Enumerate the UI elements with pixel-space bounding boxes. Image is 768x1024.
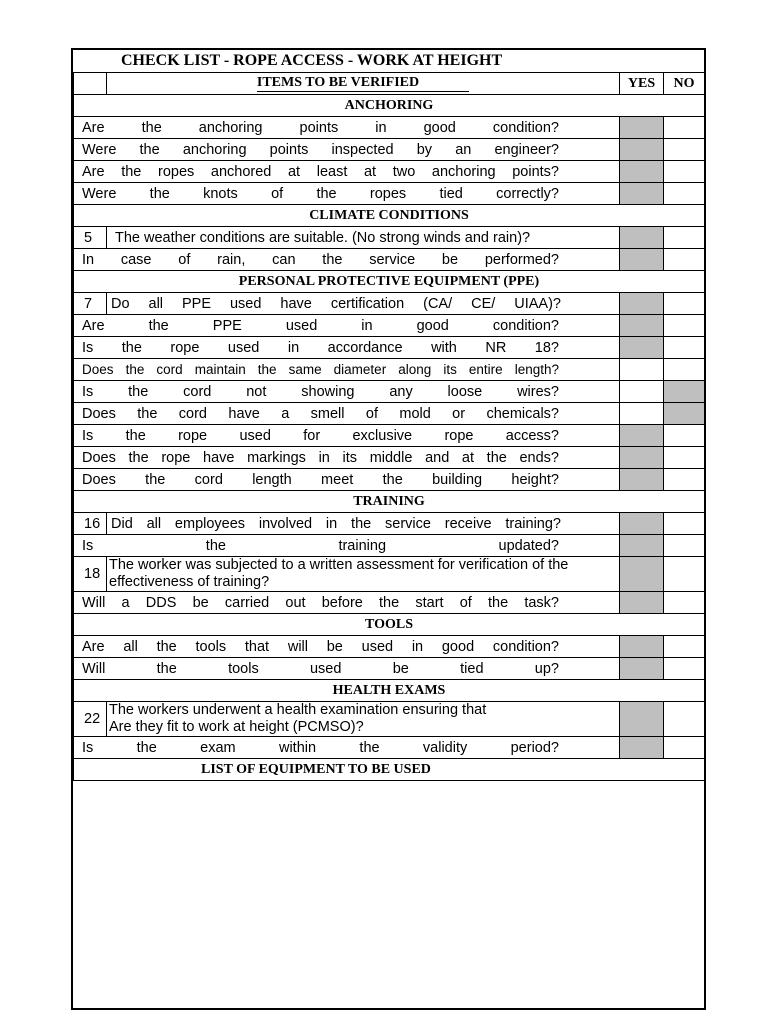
no-header: NO [664,73,705,95]
no-checkbox[interactable] [664,337,705,359]
row-number: 16 [74,513,107,535]
question-cell: Is the cord not showing any loose wires? [74,381,620,403]
question-cell: The worker was subjected to a written assessment for verification of the effectiveness of training? [107,557,620,592]
section-row [74,491,705,513]
no-checkbox[interactable] [664,359,705,381]
yes-checkbox[interactable] [620,513,664,535]
table-row [74,425,705,447]
no-checkbox[interactable] [664,447,705,469]
no-checkbox[interactable] [664,161,705,183]
document-title: CHECK LIST - ROPE ACCESS - WORK AT HEIGHT [121,52,503,69]
no-checkbox[interactable] [664,469,705,491]
yes-checkbox[interactable] [620,403,664,425]
table-row [74,557,705,592]
section-row [74,759,705,781]
no-checkbox[interactable] [664,535,705,557]
table-row [74,469,705,491]
yes-checkbox[interactable] [620,469,664,491]
row-number: 5 [74,227,107,249]
question-cell: Will the tools used be tied up? [74,658,620,680]
yes-checkbox[interactable] [620,636,664,658]
section-equipment: LIST OF EQUIPMENT TO BE USED [74,759,705,781]
yes-checkbox[interactable] [620,293,664,315]
question-cell: Are the PPE used in good condition? [74,315,620,337]
yes-header: YES [620,73,664,95]
yes-checkbox[interactable] [620,557,664,592]
section-ppe: PERSONAL PROTECTIVE EQUIPMENT (PPE) [74,271,705,293]
table-row [74,737,705,759]
question-cell: Does the cord length meet the building height? [74,469,620,491]
no-checkbox[interactable] [664,658,705,680]
row-number: 18 [74,557,107,592]
no-checkbox[interactable] [664,557,705,592]
table-row [74,315,705,337]
table-row [74,139,705,161]
table-row [74,447,705,469]
table-row [74,403,705,425]
no-checkbox[interactable] [664,737,705,759]
no-checkbox[interactable] [664,381,705,403]
checklist-table [73,72,705,781]
yes-checkbox[interactable] [620,359,664,381]
row-number: 7 [74,293,107,315]
yes-checkbox[interactable] [620,139,664,161]
no-checkbox[interactable] [664,315,705,337]
question-cell: In case of rain, can the service be performed? [74,249,620,271]
equipment-list-area[interactable] [73,844,704,1008]
no-checkbox[interactable] [664,702,705,737]
no-checkbox[interactable] [664,183,705,205]
table-row [74,293,705,315]
question-cell: The weather conditions are suitable. (No strong winds and rain)? [107,227,620,249]
table-row [74,249,705,271]
section-anchoring: ANCHORING [74,95,705,117]
number-header [74,73,107,95]
question-cell: The workers underwent a health examination ensuring that Are they fit to work at height (PCMSO)? [107,702,620,737]
no-checkbox[interactable] [664,227,705,249]
table-row [74,359,705,381]
table-row [74,381,705,403]
yes-checkbox[interactable] [620,161,664,183]
yes-checkbox[interactable] [620,381,664,403]
section-row [74,205,705,227]
table-row [74,702,705,737]
question-cell: Are the anchoring points in good condition? [74,117,620,139]
question-cell: Were the knots of the ropes tied correctly? [74,183,620,205]
question-cell: Will a DDS be carried out before the start of the task? [74,592,620,614]
question-cell: Do all PPE used have certification (CA/ CE/ UIAA)? [107,293,620,315]
table-row [74,535,705,557]
yes-checkbox[interactable] [620,535,664,557]
question-cell: Is the exam within the validity period? [74,737,620,759]
yes-checkbox[interactable] [620,592,664,614]
section-training: TRAINING [74,491,705,513]
checklist-sheet [71,48,706,1010]
section-row [74,95,705,117]
no-checkbox[interactable] [664,293,705,315]
table-row [74,117,705,139]
items-header: ITEMS TO BE VERIFIED [107,73,620,95]
no-checkbox[interactable] [664,592,705,614]
yes-checkbox[interactable] [620,117,664,139]
table-row [74,636,705,658]
yes-checkbox[interactable] [620,183,664,205]
yes-checkbox[interactable] [620,425,664,447]
yes-checkbox[interactable] [620,658,664,680]
no-checkbox[interactable] [664,513,705,535]
row-number: 22 [74,702,107,737]
question-cell: Are all the tools that will be used in good condition? [74,636,620,658]
table-row [74,658,705,680]
section-row [74,271,705,293]
no-checkbox[interactable] [664,139,705,161]
no-checkbox[interactable] [664,117,705,139]
table-header-row [74,73,705,95]
table-row [74,337,705,359]
question-cell: Is the training updated? [74,535,620,557]
section-health: HEALTH EXAMS [74,680,705,702]
question-cell: Is the rope used in accordance with NR 18? [74,337,620,359]
table-row [74,161,705,183]
table-row [74,183,705,205]
section-tools: TOOLS [74,614,705,636]
question-cell: Does the cord have a smell of mold or chemicals? [74,403,620,425]
yes-checkbox[interactable] [620,702,664,737]
question-cell: Is the rope used for exclusive rope access? [74,425,620,447]
table-row [74,513,705,535]
yes-checkbox[interactable] [620,315,664,337]
section-climate: CLIMATE CONDITIONS [74,205,705,227]
yes-checkbox[interactable] [620,447,664,469]
section-row [74,680,705,702]
no-checkbox[interactable] [664,249,705,271]
table-row [74,227,705,249]
question-cell: Does the cord maintain the same diameter along its entire length? [74,359,620,381]
table-row [74,592,705,614]
question-cell: Did all employees involved in the service receive training? [107,513,620,535]
section-row [74,614,705,636]
no-checkbox[interactable] [664,636,705,658]
yes-checkbox[interactable] [620,249,664,271]
question-cell: Were the anchoring points inspected by an engineer? [74,139,620,161]
no-checkbox[interactable] [664,425,705,447]
yes-checkbox[interactable] [620,737,664,759]
no-checkbox[interactable] [664,403,705,425]
yes-checkbox[interactable] [620,227,664,249]
question-cell: Are the ropes anchored at least at two anchoring points? [74,161,620,183]
question-cell: Does the rope have markings in its middle and at the ends? [74,447,620,469]
yes-checkbox[interactable] [620,337,664,359]
